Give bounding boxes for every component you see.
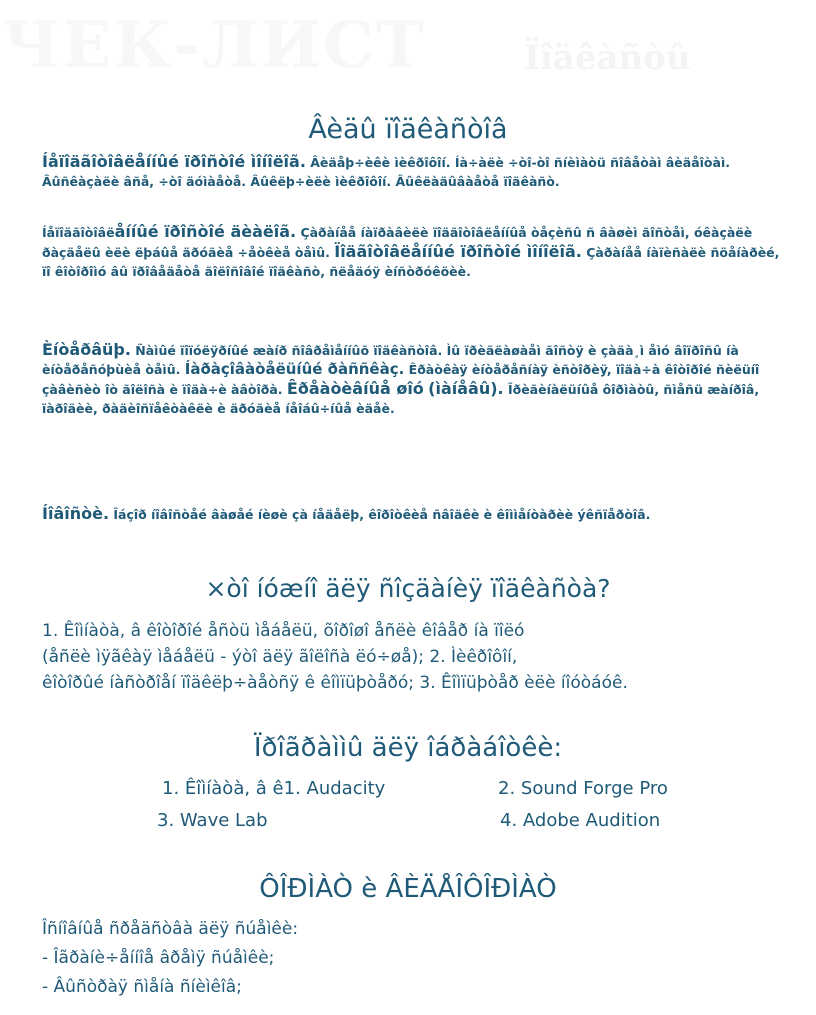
format-line-1: Îñíîâíûå ñðåäñòâà äëÿ ñúåìêè:: [42, 919, 299, 939]
software-item-4: 4. Adobe Audition: [500, 810, 661, 831]
section-title-podcast-types: Âèäû ïîäêàñòîâ: [308, 114, 508, 145]
paragraph-dialogue: [42, 222, 792, 281]
software-item-3: 3. Wave Lab: [157, 810, 268, 831]
paragraph-lead: Íåïîäãîòîâëåííûé ïðîñòîé ìîíîëîã.: [42, 152, 306, 171]
format-list: [42, 915, 298, 1002]
paragraph-monologue-unprepared: [42, 152, 792, 191]
software-item-1: 1. Êîìíàòà, â ê1. Audacity: [162, 778, 386, 799]
page-header: [0, 0, 816, 90]
paragraph-lead: Íîâîñòè.: [42, 504, 110, 523]
paragraph-text-3: Îðèãèíàëüíûå ôîðìàòû, ñìåñü æàíðîâ, ïàðîäèè, ðàäèîñïåêòàêëè è äðóãèå íåîáû÷íûå èäåè.: [42, 382, 760, 416]
paragraph-lead-small: Íåïîäãîòîâë: [42, 225, 115, 240]
paragraph-text-2: Çàðàíåå íàïèñàëè ñöåíàðèé, ïî êîòîðîìó âû ïðîâåäåòå ãîëîñîâîé ïîäêàñò, ñëåäóÿ èíñòðóêöèè.: [42, 245, 780, 279]
header-title-small: Ïîäêàñòû: [524, 38, 691, 78]
paragraph-text: Ñàìûé ïîïóëÿðíûé æàíð ñîâðåìåííûõ ïîäêàñòîâ. Ìû ïðèãëàøàåì ãîñòÿ è çàäà¸ì åìó âîïðîñû íà èíòåðåñóþùèå òåìû.: [42, 343, 739, 377]
paragraph-lead: Èíòåðâüþ.: [42, 340, 131, 359]
paragraph-lead-3: Êðåàòèâíûå øîó: [286, 379, 424, 398]
requirements-line-1: 1. Êîìíàòà, â êîòîðîé åñòü ìåáåëü, õîðîøî åñëè êîâåð íà ïîëó: [42, 621, 525, 641]
paragraph-news: [42, 504, 792, 524]
format-line-3: - Âûñòðàÿ ñìåíà ñíèìêîâ;: [42, 977, 242, 997]
paragraph-text: Âèäåþ÷èêè ìèêðîôîí. Íà÷àëè ÷òî-òî ñíèìàòü ñîâåòàì âèäåîòàì. Âûñêàçàëè âñå, ÷òî äóìàåòå. Âûêëþ÷èëè ìèêðîôîí. Âûêëàäûâàåòå ïîäêàñò.: [42, 155, 730, 189]
paragraph-lead-3b: (ìàíåâû).: [428, 379, 504, 398]
section-title-software: Ïðîãðàììû äëÿ îáðàáîòêè:: [253, 733, 563, 763]
paragraph-lead-2: Ïîäãîòîâëåííûé ïðîñòîé ìîíîëîã.: [334, 242, 582, 261]
requirements-line-2: (åñëè ìÿãêàÿ ìåáåëü - ýòî äëÿ ãîëîñà ëó÷øå); 2. Ìèêðîôîí,: [42, 647, 518, 667]
paragraph-text-2: Êðàòêàÿ èíòåðåñíàÿ èñòîðèÿ, ïîäà÷à êîòîðîé ñèëüíî çàâèñèò îò ãîëîñà è ïîäà÷è àâòîðà.: [42, 362, 760, 397]
header-title-big: ЧЕК-ЛИСТ: [2, 8, 426, 83]
software-item-2: 2. Sound Forge Pro: [498, 778, 668, 799]
paragraph-lead: åííûé ïðîñòîé äèàëîã.: [114, 222, 297, 241]
requirements-list: [42, 618, 802, 696]
paragraph-lead-2: Íàðàçîâàòåëüíûé ðàññêàç.: [184, 360, 405, 378]
paragraph-text: Îáçîð íîâîñòåé âàøåé íèøè çà íåäåëþ, êîðîòêèå ñâîäêè è êîììåíòàðèè ýêñïåðòîâ.: [109, 507, 651, 522]
format-line-2: - Îãðàíè÷åííîå âðåìÿ ñúåìêè;: [42, 948, 275, 968]
section-title-format: ÔÎÐÌÀÒ è ÂÈÄÅÎÔÎÐÌÀÒ: [259, 874, 557, 904]
requirements-line-3: êîòîðûé íàñòðîåí ïîäêëþ÷àåòñÿ ê êîìïüþòåðó; 3. Êîìïüþòåð èëè íîóòáóê.: [42, 673, 628, 693]
section-title-what-needed: ×òî íóæíî äëÿ ñîçäàíèÿ ïîäêàñòà?: [205, 574, 611, 603]
paragraph-text: Çàðàíåå íàïðàâèëè ïîäãîòîâëåííûå òåçèñû ñ âàøèì ãîñòåì, óêàçàëè ðàçäåëû èëè ëþáûå äðóãèå ÷åòêèå òåìû.: [42, 225, 753, 260]
paragraph-interview: [42, 340, 792, 418]
